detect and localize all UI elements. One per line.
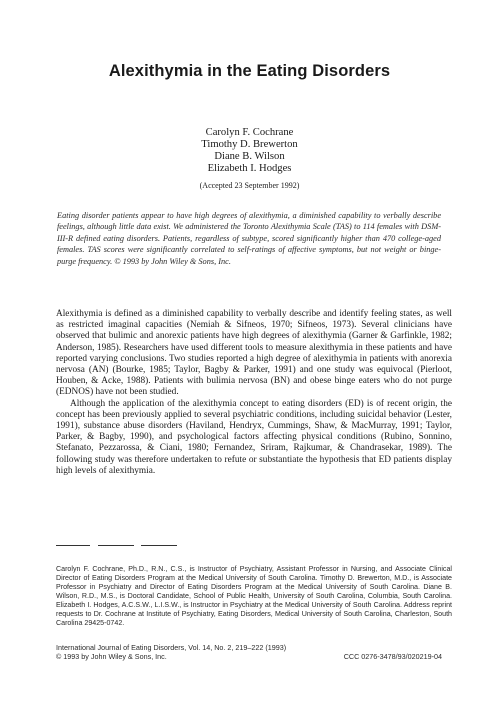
author-name: Carolyn F. Cochrane bbox=[205, 127, 294, 138]
copyright-line: © 1993 by John Wiley & Sons, Inc. bbox=[56, 652, 167, 661]
journal-line: International Journal of Eating Disorders, Vol. 14, No. 2, 219–222 (1993) bbox=[56, 643, 287, 652]
author-name: Diane B. Wilson bbox=[214, 151, 285, 162]
footnote-rule bbox=[141, 545, 177, 546]
footnote-rule bbox=[56, 545, 90, 546]
author-name: Timothy D. Brewerton bbox=[201, 139, 298, 150]
author-footnote: Carolyn F. Cochrane, Ph.D., R.N., C.S., is Instructor of Psychiatry, Assistant Professor in Nursing, and Associate Clinical Director of Eating Disorders Program at the Medical University of South Carolina. Timothy D. Brewerton, M.D., is Associate Professor in Psychiatry and Director of Eating Disorders Program at the Medical University of South Carolina. Diane B. Wilson, R.D., M.S., is Doctoral Candidate, School of Public Health, University of South Carolina, Columbia, South Carolina. Elizabeth I. Hodges, A.C.S.W., L.I.S.W., is Instructor in Psychiatry at the Medical University of South Carolina. Address reprint requests to Dr. Cochrane at Institute of Psychiatry, Eating Disorders, Medical University of South Carolina, Charleston, South Carolina 29425-0742. bbox=[56, 565, 452, 627]
body-paragraph: Alexithymia is defined as a diminished capability to verbally describe and identify feeling states, as well as restricted imaginal capacities (Nemiah & Sifneos, 1970; Sifneos, 1973). Several clinicians have observed that bulimic and anorexic patients have high degrees of alexithymia (Garner & Garfinkle, 1982; Anderson, 1985). Researchers have used different tools to measure alexithymia in these patients and have reported varying conclusions. Two studies reported a high degree of alexithymia in patients with anorexia nervosa (AN) (Bourke, 1985; Taylor, Bagby & Parker, 1991) and one study was equivocal (Pierloot, Houben, & Acke, 1988). Patients with bulimia nervosa (BN) and obese binge eaters who do not purge (EDNOS) have not been studied. bbox=[56, 309, 452, 398]
journal-citation bbox=[56, 643, 286, 661]
body-text bbox=[56, 309, 452, 477]
body-paragraph: Although the application of the alexithymia concept to eating disorders (ED) is of recent origin, the concept has been previously applied to several psychiatric conditions, including suicidal behavior (Lester, 1991), substance abuse disorders (Haviland, Hendryx, Cummings, Shaw, & MacMurray, 1991; Taylor, Parker, & Bagby, 1990), and psychological factors affecting physical conditions (Rubino, Sonnino, Stefanato, Pezzarossa, & Ciani, 1980; Fernandez, Sriram, Rajkumar, & Chandrasekar, 1989). The following study was therefore undertaken to refute or substantiate the hypothesis that ED patients display high levels of alexithymia. bbox=[56, 398, 452, 476]
article-title: Alexithymia in the Eating Disorders bbox=[108, 62, 391, 80]
abstract: Eating disorder patients appear to have high degrees of alexithymia, a diminished capability to verbally describe feelings, although little data exist. We administered the Toronto Alexithymia Scale (TAS) to 114 females with DSM-III-R defined eating disorders. Patients, regardless of subtype, scored significantly higher than 470 college-aged females. TAS scores were significantly correlated to self-ratings of affective symptoms, but not weight or binge-purge frequency. © 1993 by John Wiley & Sons, Inc. bbox=[57, 211, 441, 266]
author-name: Elizabeth I. Hodges bbox=[207, 163, 292, 174]
footnote-rule bbox=[98, 545, 134, 546]
accepted-date: (Accepted 23 September 1992) bbox=[199, 181, 300, 190]
ccc-code: CCC 0276-3478/93/020219-04 bbox=[343, 652, 442, 661]
author-list bbox=[0, 127, 499, 175]
